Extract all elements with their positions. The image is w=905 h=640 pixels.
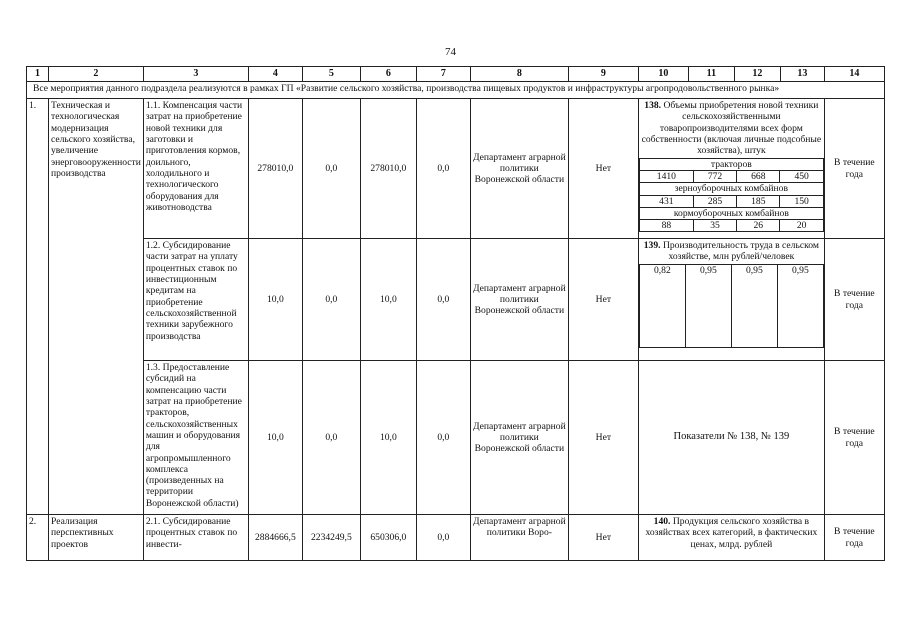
indicator-number: 139. (643, 240, 661, 251)
executor: Департамент аграрной политики Воро- (470, 515, 568, 561)
indicator-cell (638, 239, 824, 361)
value-col4: 10,0 (248, 239, 302, 361)
term: В течение года (824, 515, 884, 561)
header-cell: 11 (688, 67, 734, 82)
indicator-value: 0,95 (685, 264, 731, 347)
header-cell: 10 (638, 67, 688, 82)
header-cell: 9 (568, 67, 638, 82)
row-number: 2. (27, 515, 49, 561)
value-col7: 0,0 (416, 515, 470, 561)
indicator-value: 668 (737, 170, 780, 182)
measure-group-name: Реализация перспективных проектов (49, 515, 144, 561)
header-cell: 7 (416, 67, 470, 82)
indicator-value: 1410 (639, 170, 693, 182)
subgroup-label: тракторов (639, 158, 823, 170)
indicator-value: 0,95 (731, 264, 777, 347)
indicator-value: 450 (780, 170, 823, 182)
value-col5: 0,0 (302, 99, 360, 239)
indicator-value: 88 (639, 220, 693, 232)
indicator-text: Объемы приобретения новой техники сельскохозяйственными товаропроизводителями всех форм собственности (включая личные подсобные хозяйства), штук (641, 100, 822, 157)
indicator-value: 431 (639, 195, 693, 207)
indicator-value: 35 (693, 220, 736, 232)
executor: Департамент аграрной политики Воронежской области (470, 361, 568, 515)
value-col6: 650306,0 (360, 515, 416, 561)
indicator-values-table (639, 158, 824, 233)
value-col4: 2884666,5 (248, 515, 302, 561)
value-col9: Нет (568, 99, 638, 239)
value-col5: 0,0 (302, 239, 360, 361)
value-col9: Нет (568, 515, 638, 561)
value-col4: 278010,0 (248, 99, 302, 239)
header-cell: 8 (470, 67, 568, 82)
table-row (27, 361, 885, 515)
subgroup-label: кормоуборочных комбайнов (639, 207, 823, 219)
indicator-value: 772 (693, 170, 736, 182)
section-row (27, 82, 885, 99)
measure-name: 1.3. Предоставление субсидий на компенсацию части затрат на приобретение тракторов, сельскохозяйственных машин и оборудования для агропромышленного комплекса (произведенных на территории Воронежской области) (143, 361, 248, 515)
indicator-value: 20 (780, 220, 823, 232)
header-cell: 1 (27, 67, 49, 82)
indicator-value: 150 (780, 195, 823, 207)
header-cell: 14 (824, 67, 884, 82)
indicator-value: 0,82 (639, 264, 685, 347)
indicator-title (639, 99, 824, 158)
value-col7: 0,0 (416, 99, 470, 239)
value-col9: Нет (568, 361, 638, 515)
table-row (27, 239, 885, 361)
value-col7: 0,0 (416, 361, 470, 515)
value-col6: 10,0 (360, 361, 416, 515)
value-col7: 0,0 (416, 239, 470, 361)
executor: Департамент аграрной политики Воронежской области (470, 99, 568, 239)
term: В течение года (824, 239, 884, 361)
value-col5: 0,0 (302, 361, 360, 515)
indicator-text: Производительность труда в сельском хозяйстве, млн рублей/человек (662, 240, 819, 263)
indicator-number: 138. (644, 100, 662, 111)
header-cell: 4 (248, 67, 302, 82)
indicator-text: Продукция сельского хозяйства в хозяйствах всех категорий, в фактических ценах, млрд. рублей (645, 516, 818, 550)
header-cell: 2 (49, 67, 144, 82)
measure-name: 1.1. Компенсация части затрат на приобретение новой техники для заготовки и приготовления кормов, доильного, холодильного и технологического оборудования для животноводства (143, 99, 248, 239)
indicator-value: 285 (693, 195, 736, 207)
indicator-values-table (639, 264, 824, 348)
page-number: 74 (445, 46, 456, 58)
header-cell: 3 (143, 67, 248, 82)
measures-table (26, 66, 885, 561)
header-cell: 12 (734, 67, 780, 82)
indicator-value: 185 (737, 195, 780, 207)
indicator-value: 26 (737, 220, 780, 232)
header-cell: 13 (780, 67, 824, 82)
table-row (27, 99, 885, 239)
value-col6: 278010,0 (360, 99, 416, 239)
value-col6: 10,0 (360, 239, 416, 361)
indicator-value: 0,95 (777, 264, 823, 347)
header-cell: 5 (302, 67, 360, 82)
measure-name: 2.1. Субсидирование процентных ставок по инвести- (143, 515, 248, 561)
subgroup-label: зерноуборочных комбайнов (639, 183, 823, 195)
document-table-wrapper (26, 66, 885, 561)
value-col5: 2234249,5 (302, 515, 360, 561)
value-col4: 10,0 (248, 361, 302, 515)
value-col9: Нет (568, 239, 638, 361)
header-cell: 6 (360, 67, 416, 82)
executor: Департамент аграрной политики Воронежской области (470, 239, 568, 361)
table-row (27, 515, 885, 561)
term: В течение года (824, 99, 884, 239)
indicator-title (639, 239, 824, 264)
indicator-cell (638, 99, 824, 239)
section-title: Все мероприятия данного подраздела реализуются в рамках ГП «Развитие сельского хозяйства, производства пищевых продуктов и инфраструктуры агропродовольственного рынка» (27, 82, 885, 99)
indicator-title (638, 515, 824, 561)
measure-group-name: Техническая и технологическая модернизация сельского хозяйства, увеличение энерговооруженности производства (49, 99, 144, 515)
row-number: 1. (27, 99, 49, 515)
column-number-row (27, 67, 885, 82)
indicator-number: 140. (653, 516, 671, 527)
indicator-reference: Показатели № 138, № 139 (638, 361, 824, 515)
measure-name: 1.2. Субсидирование части затрат на уплату процентных ставок по инвестиционным кредитам на приобретение сельскохозяйственной техники зарубежного производства (143, 239, 248, 361)
term: В течение года (824, 361, 884, 515)
